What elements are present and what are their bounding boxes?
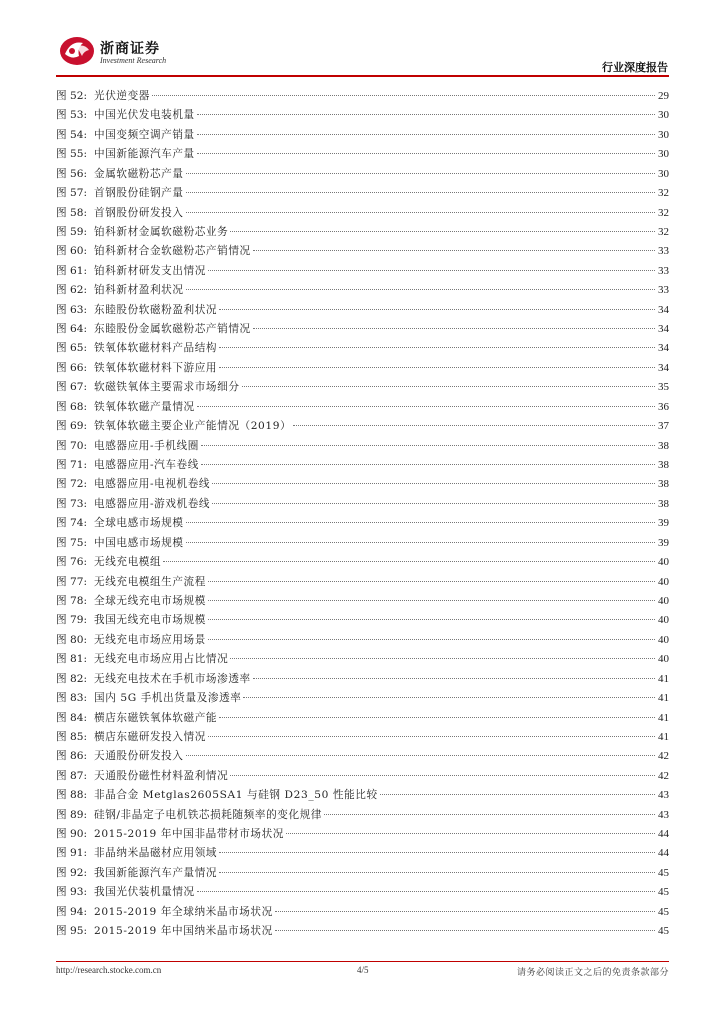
toc-page-number: 33 <box>658 284 669 297</box>
dot-leader <box>242 386 655 387</box>
toc-page-number: 34 <box>658 361 669 374</box>
page-header <box>0 0 724 80</box>
figure-number: 图 73: <box>56 497 88 510</box>
page-number: 4/5 <box>357 965 369 975</box>
dot-leader <box>324 814 655 815</box>
toc-entry-label <box>56 321 251 336</box>
toc-entry[interactable] <box>56 146 669 165</box>
figure-number: 图 54: <box>56 128 88 141</box>
toc-entry[interactable] <box>56 340 669 359</box>
figure-title: 2015-2019 年中国非晶带材市场状况 <box>94 828 284 841</box>
toc-page-number: 34 <box>658 323 669 336</box>
toc-entry[interactable] <box>56 457 669 476</box>
toc-page-number: 33 <box>658 245 669 258</box>
toc-page-number: 38 <box>658 439 669 452</box>
toc-entry[interactable] <box>56 496 669 515</box>
toc-entry-label <box>56 671 251 686</box>
figure-title: 无线充电模组生产流程 <box>94 575 206 588</box>
dot-leader <box>275 930 655 931</box>
toc-entry[interactable] <box>56 845 669 864</box>
figure-title: 我国光伏装机量情况 <box>94 886 195 899</box>
dot-leader <box>197 114 655 115</box>
figure-title: 全球无线充电市场规模 <box>94 594 206 607</box>
figure-title: 全球电感市场规模 <box>94 517 184 530</box>
toc-page-number: 32 <box>658 206 669 219</box>
toc-entry-label <box>56 146 195 161</box>
toc-page-number: 42 <box>658 750 669 763</box>
toc-page-number: 44 <box>658 847 669 860</box>
toc-entry-label <box>56 438 199 453</box>
toc-entry[interactable] <box>56 282 669 301</box>
toc-page-number: 40 <box>658 594 669 607</box>
figure-number: 图 79: <box>56 614 88 627</box>
figure-title: 2015-2019 年中国纳米晶市场状况 <box>94 925 273 938</box>
figure-number: 图 62: <box>56 284 88 297</box>
figure-title: 首钢股份硅钢产量 <box>94 187 184 200</box>
dot-leader <box>219 872 655 873</box>
figure-title: 铁氧体软磁材料产品结构 <box>94 342 218 355</box>
toc-page-number: 32 <box>658 225 669 238</box>
toc-entry-label <box>56 535 184 550</box>
footer-disclaimer: 请务必阅读正文之后的免责条款部分 <box>516 968 669 978</box>
dot-leader <box>212 483 655 484</box>
toc-entry-label <box>56 904 273 919</box>
figure-number: 图 71: <box>56 459 88 472</box>
toc-entry-label <box>56 224 228 239</box>
toc-entry-label <box>56 515 184 530</box>
toc-page-number: 30 <box>658 167 669 180</box>
figure-number: 图 89: <box>56 808 88 821</box>
figure-title: 铁氧体软磁主要企业产能情况（2019） <box>94 420 292 433</box>
zheshang-logo-icon <box>57 34 97 68</box>
toc-page-number: 44 <box>658 828 669 841</box>
figure-title: 电感器应用-汽车卷线 <box>94 459 199 472</box>
toc-entry[interactable] <box>56 515 669 534</box>
figure-title: 无线充电市场应用占比情况 <box>94 653 229 666</box>
toc-entry-label <box>56 845 217 860</box>
toc-entry-label <box>56 593 206 608</box>
figure-list <box>56 88 669 943</box>
figure-title: 铁氧体软磁产量情况 <box>94 400 195 413</box>
toc-page-number: 30 <box>658 128 669 141</box>
toc-entry[interactable] <box>56 807 669 826</box>
toc-page-number: 40 <box>658 653 669 666</box>
figure-number: 图 72: <box>56 478 88 491</box>
figure-number: 图 52: <box>56 90 88 102</box>
dot-leader <box>163 561 655 562</box>
figure-title: 铂科新材金属软磁粉芯业务 <box>94 225 229 238</box>
figure-number: 图 95: <box>56 925 88 938</box>
figure-number: 图 87: <box>56 769 88 782</box>
toc-entry-label <box>56 923 273 938</box>
toc-entry-label <box>56 729 206 744</box>
toc-entry-label <box>56 379 240 394</box>
dot-leader <box>253 678 655 679</box>
dot-leader <box>186 212 655 213</box>
figure-number: 图 60: <box>56 245 88 258</box>
dot-leader <box>208 736 655 737</box>
toc-page-number: 42 <box>658 769 669 782</box>
figure-title: 我国无线充电市场规模 <box>94 614 206 627</box>
dot-leader <box>253 250 655 251</box>
toc-entry[interactable] <box>56 904 669 923</box>
toc-entry-label <box>56 166 184 181</box>
toc-page-number: 35 <box>658 381 669 394</box>
toc-entry-label <box>56 710 217 725</box>
toc-entry[interactable] <box>56 574 669 593</box>
dot-leader <box>219 367 655 368</box>
toc-entry[interactable] <box>56 865 669 884</box>
toc-page-number: 37 <box>658 420 669 433</box>
figure-title: 东睦股份软磁粉盈利状况 <box>94 303 218 316</box>
dot-leader <box>186 192 655 193</box>
toc-entry[interactable] <box>56 729 669 748</box>
toc-page-number: 36 <box>658 400 669 413</box>
toc-entry[interactable] <box>56 438 669 457</box>
toc-entry[interactable] <box>56 651 669 670</box>
dot-leader <box>253 328 655 329</box>
toc-entry[interactable] <box>56 826 669 845</box>
figure-title: 铁氧体软磁材料下游应用 <box>94 361 218 374</box>
figure-number: 图 75: <box>56 536 88 549</box>
figure-number: 图 70: <box>56 439 88 452</box>
dot-leader <box>201 464 655 465</box>
toc-page-number: 40 <box>658 575 669 588</box>
toc-page-number: 34 <box>658 303 669 316</box>
figure-title: 铂科新材研发支出情况 <box>94 264 206 277</box>
toc-entry[interactable] <box>56 554 669 573</box>
toc-page-number: 40 <box>658 614 669 627</box>
figure-title: 光伏逆变器 <box>94 90 150 102</box>
toc-page-number: 45 <box>658 925 669 938</box>
figure-title: 电感器应用-电视机卷线 <box>94 478 211 491</box>
toc-entry-label <box>56 127 195 142</box>
toc-entry[interactable] <box>56 787 669 806</box>
toc-page-number: 33 <box>658 264 669 277</box>
dot-leader <box>293 425 655 426</box>
figure-title: 无线充电市场应用场景 <box>94 633 206 646</box>
toc-entry[interactable] <box>56 671 669 690</box>
dot-leader <box>208 270 655 271</box>
figure-number: 图 94: <box>56 905 88 918</box>
toc-page-number: 32 <box>658 187 669 200</box>
toc-entry-label <box>56 574 206 589</box>
toc-entry-label <box>56 457 199 472</box>
figure-title: 无线充电技术在手机市场渗透率 <box>94 672 251 685</box>
figure-title: 电感器应用-游戏机卷线 <box>94 497 211 510</box>
toc-entry-label <box>56 632 206 647</box>
figure-title: 首钢股份研发投入 <box>94 206 184 219</box>
dot-leader <box>230 658 655 659</box>
dot-leader <box>243 697 655 698</box>
figure-number: 图 53: <box>56 109 88 122</box>
figure-title: 天通股份研发投入 <box>94 750 184 763</box>
toc-entry-label <box>56 418 291 433</box>
figure-number: 图 91: <box>56 847 88 860</box>
toc-page-number: 30 <box>658 109 669 122</box>
footer-divider <box>56 961 669 962</box>
toc-entry[interactable] <box>56 593 669 612</box>
toc-entry-label <box>56 651 228 666</box>
brand-name-en: Investment Research <box>100 56 167 65</box>
figure-number: 图 77: <box>56 575 88 588</box>
toc-entry[interactable] <box>56 379 669 398</box>
toc-entry[interactable] <box>56 243 669 262</box>
toc-entry-label <box>56 787 378 802</box>
toc-entry-label <box>56 690 241 705</box>
figure-title: 非晶合金 Metglas2605SA1 与硅钢 D23_50 性能比较 <box>94 789 378 802</box>
toc-entry[interactable] <box>56 224 669 243</box>
toc-page-number: 43 <box>658 808 669 821</box>
toc-entry[interactable] <box>56 127 669 146</box>
toc-entry-label <box>56 476 210 491</box>
figure-number: 图 58: <box>56 206 88 219</box>
figure-number: 图 55: <box>56 148 88 161</box>
toc-page-number: 38 <box>658 497 669 510</box>
figure-number: 图 68: <box>56 400 88 413</box>
figure-title: 2015-2019 年全球纳米晶市场状况 <box>94 905 273 918</box>
dot-leader <box>186 522 655 523</box>
figure-number: 图 66: <box>56 361 88 374</box>
toc-entry[interactable] <box>56 360 669 379</box>
toc-entry[interactable] <box>56 612 669 631</box>
figure-number: 图 80: <box>56 633 88 646</box>
dot-leader <box>275 911 655 912</box>
toc-entry[interactable] <box>56 535 669 554</box>
figure-number: 图 93: <box>56 886 88 899</box>
figure-number: 图 64: <box>56 323 88 336</box>
toc-entry-label <box>56 107 195 122</box>
dot-leader <box>186 542 655 543</box>
figure-number: 图 86: <box>56 750 88 763</box>
header-divider <box>56 75 669 77</box>
figure-title: 软磁铁氧体主要需求市场细分 <box>94 381 240 394</box>
figure-number: 图 85: <box>56 730 88 743</box>
dot-leader <box>208 581 655 582</box>
dot-leader <box>197 406 655 407</box>
toc-page-number: 39 <box>658 536 669 549</box>
footer-url-link[interactable]: http://research.stocke.com.cn <box>56 965 162 975</box>
toc-entry[interactable] <box>56 748 669 767</box>
figure-number: 图 56: <box>56 167 88 180</box>
toc-entry-label <box>56 88 150 103</box>
toc-entry[interactable] <box>56 399 669 418</box>
dot-leader <box>201 445 655 446</box>
figure-title: 天通股份磁性材料盈利情况 <box>94 769 229 782</box>
figure-number: 图 57: <box>56 187 88 200</box>
dot-leader <box>219 347 655 348</box>
toc-entry-label <box>56 205 184 220</box>
figure-number: 图 82: <box>56 672 88 685</box>
toc-entry-label <box>56 399 195 414</box>
toc-entry[interactable] <box>56 321 669 340</box>
figure-number: 图 81: <box>56 653 88 666</box>
figure-number: 图 67: <box>56 381 88 394</box>
toc-entry-label <box>56 263 206 278</box>
toc-entry[interactable] <box>56 302 669 321</box>
toc-entry[interactable] <box>56 185 669 204</box>
figure-number: 图 59: <box>56 225 88 238</box>
figure-title: 铂科新材合金软磁粉芯产销情况 <box>94 245 251 258</box>
dot-leader <box>186 289 655 290</box>
figure-title: 中国变频空调产销量 <box>94 128 195 141</box>
dot-leader <box>152 95 655 96</box>
dot-leader <box>208 619 655 620</box>
toc-page-number: 41 <box>658 730 669 743</box>
figure-number: 图 63: <box>56 303 88 316</box>
dot-leader <box>219 309 655 310</box>
figure-title: 东睦股份金属软磁粉芯产销情况 <box>94 323 251 336</box>
toc-entry-label <box>56 340 217 355</box>
figure-title: 中国电感市场规模 <box>94 536 184 549</box>
dot-leader <box>230 231 655 232</box>
toc-page-number: 43 <box>658 789 669 802</box>
toc-entry-label <box>56 748 184 763</box>
figure-number: 图 76: <box>56 556 88 569</box>
dot-leader <box>197 153 655 154</box>
figure-number: 图 61: <box>56 264 88 277</box>
dot-leader <box>219 717 655 718</box>
toc-page-number: 38 <box>658 459 669 472</box>
toc-entry[interactable] <box>56 884 669 903</box>
figure-title: 国内 5G 手机出货量及渗透率 <box>94 692 242 705</box>
figure-title: 横店东磁铁氧体软磁产能 <box>94 711 218 724</box>
toc-entry-label <box>56 554 161 569</box>
toc-page-number: 34 <box>658 342 669 355</box>
figure-number: 图 78: <box>56 594 88 607</box>
toc-entry[interactable] <box>56 923 669 942</box>
figure-title: 硅钢/非晶定子电机铁芯损耗随频率的变化规律 <box>94 808 323 821</box>
dot-leader <box>197 891 655 892</box>
figure-title: 横店东磁研发投入情况 <box>94 730 206 743</box>
toc-entry-label <box>56 884 195 899</box>
report-type-label: 行业深度报告 <box>602 61 668 74</box>
dot-leader <box>186 755 655 756</box>
figure-title: 无线充电模组 <box>94 556 162 569</box>
toc-entry[interactable] <box>56 710 669 729</box>
figure-number: 图 90: <box>56 828 88 841</box>
dot-leader <box>212 503 655 504</box>
figure-title: 铂科新材盈利状况 <box>94 284 184 297</box>
dot-leader <box>219 852 655 853</box>
figure-title: 我国新能源汽车产量情况 <box>94 866 218 879</box>
dot-leader <box>230 775 655 776</box>
figure-number: 图 74: <box>56 517 88 530</box>
toc-entry-label <box>56 826 284 841</box>
figure-title: 电感器应用-手机线圈 <box>94 439 199 452</box>
toc-page-number: 29 <box>658 90 669 102</box>
figure-title: 中国新能源汽车产量 <box>94 148 195 161</box>
toc-entry[interactable] <box>56 690 669 709</box>
toc-entry[interactable] <box>56 107 669 126</box>
toc-entry-label <box>56 282 184 297</box>
toc-entry-label <box>56 807 322 822</box>
toc-entry[interactable] <box>56 768 669 787</box>
toc-entry-label <box>56 768 228 783</box>
dot-leader <box>186 173 655 174</box>
toc-entry[interactable] <box>56 632 669 651</box>
toc-entry[interactable] <box>56 205 669 224</box>
toc-entry-label <box>56 302 217 317</box>
toc-page-number: 41 <box>658 692 669 705</box>
dot-leader <box>208 639 655 640</box>
toc-page-number: 40 <box>658 556 669 569</box>
toc-entry-label <box>56 612 206 627</box>
figure-number: 图 83: <box>56 692 88 705</box>
toc-entry-label <box>56 865 217 880</box>
toc-page-number: 39 <box>658 517 669 530</box>
toc-entry[interactable] <box>56 476 669 495</box>
toc-page-number: 45 <box>658 886 669 899</box>
toc-page-number: 40 <box>658 633 669 646</box>
toc-entry-label <box>56 185 184 200</box>
figure-title: 中国光伏发电装机量 <box>94 109 195 122</box>
dot-leader <box>197 134 655 135</box>
figure-number: 图 92: <box>56 866 88 879</box>
figure-title: 非晶纳米晶磁材应用领域 <box>94 847 218 860</box>
toc-entry-label <box>56 243 251 258</box>
toc-entry[interactable] <box>56 166 669 185</box>
toc-entry[interactable] <box>56 263 669 282</box>
dot-leader <box>208 600 655 601</box>
toc-page-number: 45 <box>658 866 669 879</box>
toc-page-number: 41 <box>658 672 669 685</box>
toc-page-number: 30 <box>658 148 669 161</box>
figure-number: 图 69: <box>56 420 88 433</box>
figure-number: 图 84: <box>56 711 88 724</box>
toc-page-number: 38 <box>658 478 669 491</box>
toc-page-number: 45 <box>658 905 669 918</box>
toc-entry[interactable] <box>56 418 669 437</box>
toc-entry[interactable] <box>56 88 669 107</box>
figure-title: 金属软磁粉芯产量 <box>94 167 184 180</box>
toc-page-number: 41 <box>658 711 669 724</box>
brand-name-cn: 浙商证券 <box>100 41 160 57</box>
dot-leader <box>286 833 655 834</box>
figure-number: 图 65: <box>56 342 88 355</box>
figure-number: 图 88: <box>56 789 88 802</box>
toc-entry-label <box>56 496 210 511</box>
toc-entry-label <box>56 360 217 375</box>
dot-leader <box>380 794 655 795</box>
